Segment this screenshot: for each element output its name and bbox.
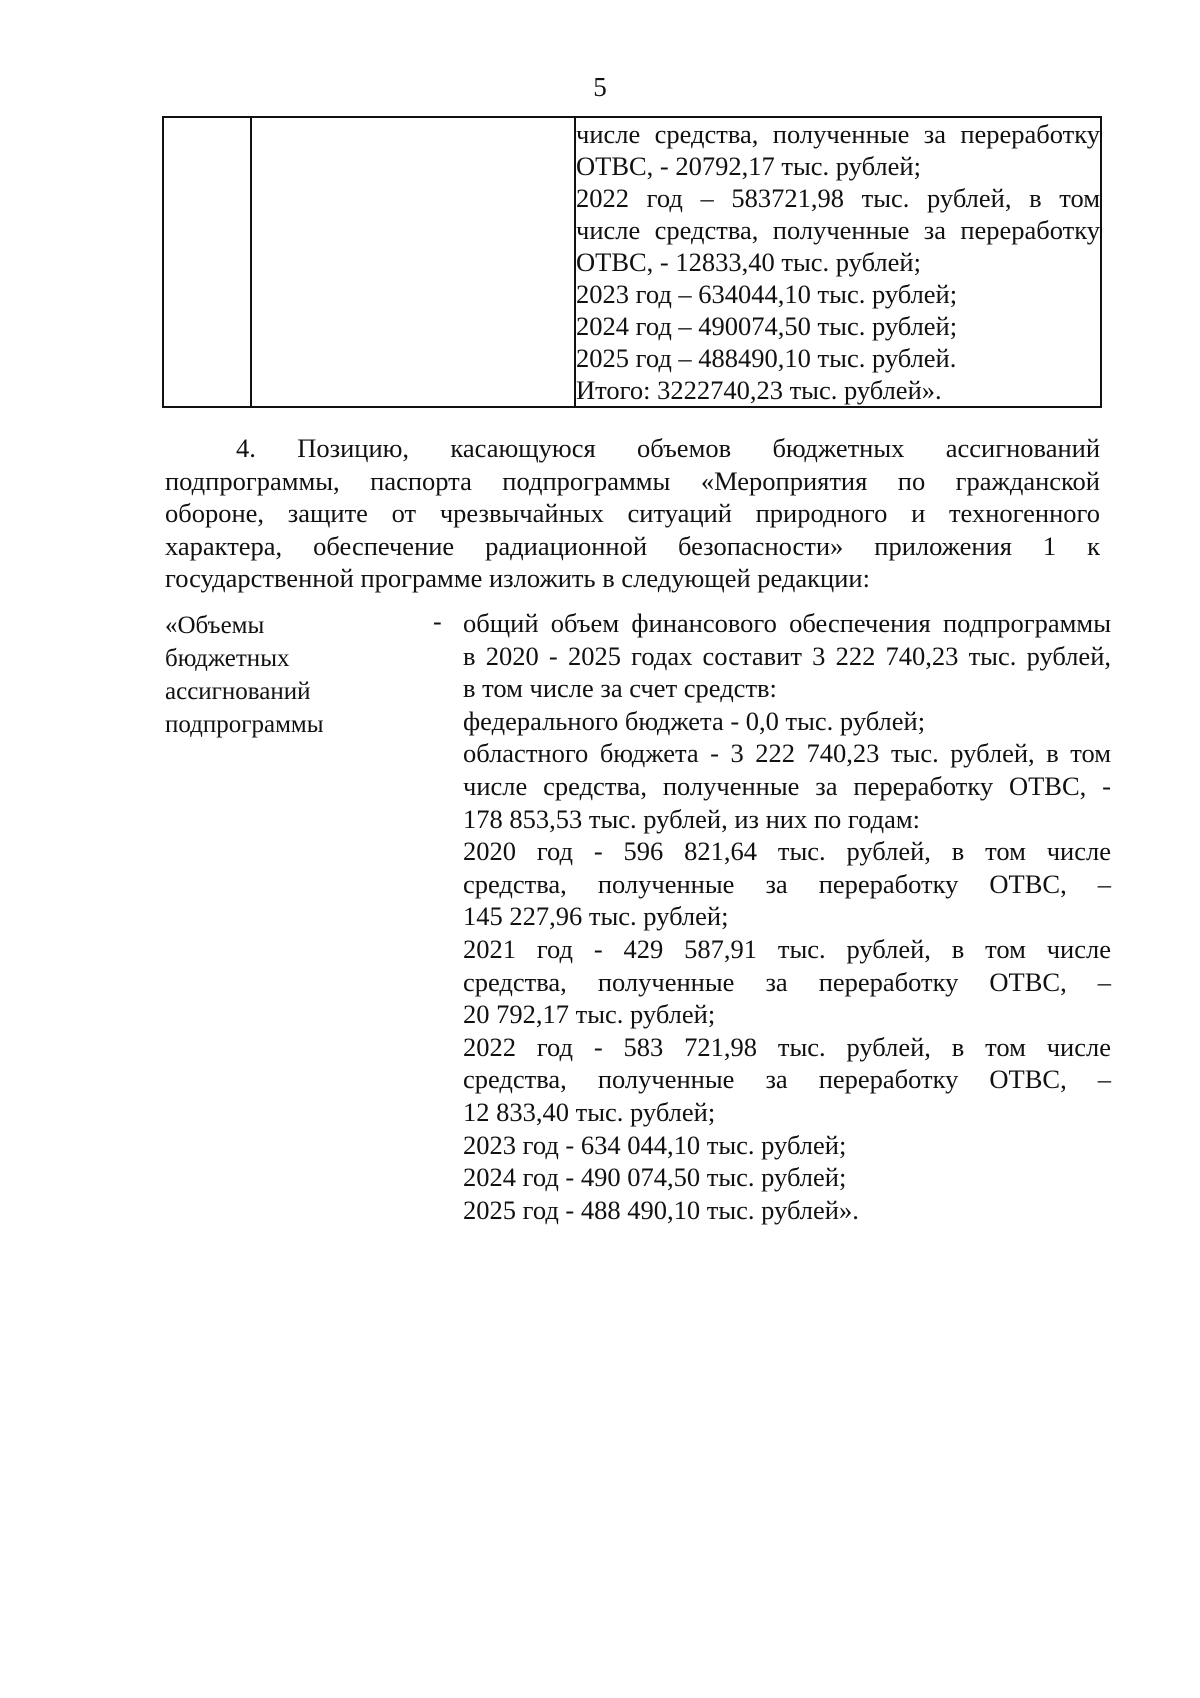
table-line: 2022 год – 583721,98 тыс. рублей, в том [576, 183, 1100, 213]
body-line: 20 792,17 тыс. рублей; [463, 999, 716, 1030]
body-line: средства, полученные за переработку ОТВС, – [463, 868, 1111, 899]
body-line: 178 853,53 тыс. рублей, из них по годам: [463, 803, 920, 834]
paragraph-line: 4. Позицию, касающуюся объемов бюджетных ассигнований [236, 433, 1100, 463]
body-line: средства, полученные за переработку ОТВС, – [463, 1064, 1111, 1095]
body-line: 2020 год - 596 821,64 тыс. рублей, в том числе [463, 836, 1111, 867]
table-line: 2024 год – 490074,50 тыс. рублей; [576, 311, 958, 341]
table-line: ОТВС, - 20792,17 тыс. рублей; [576, 151, 921, 181]
section-label [165, 609, 425, 741]
body-line: федерального бюджета - 0,0 тыс. рублей; [463, 705, 926, 736]
body-line: 2025 год - 488 490,10 тыс. рублей». [463, 1194, 859, 1225]
table-row [163, 117, 1101, 407]
table-cell-empty-1 [163, 117, 251, 407]
label-line: «Объемы [165, 612, 265, 639]
body-line: 2022 год - 583 721,98 тыс. рублей, в том числе [463, 1031, 1111, 1062]
paragraph-line: государственной программе изложить в следующей редакции: [165, 563, 870, 593]
table-line: Итого: 3222740,23 тыс. рублей». [576, 375, 942, 405]
table-line: числе средства, полученные за переработку [576, 119, 1100, 149]
paragraph-line: характера, обеспечение радиационной безопасности» приложения 1 к [165, 530, 1100, 561]
page-number: 5 [593, 72, 607, 102]
body-line: в 2020 - 2025 годах составит 3 222 740,23 тыс. рублей, [463, 640, 1111, 671]
label-line: бюджетных [165, 645, 290, 672]
section-dash: - [433, 607, 442, 636]
table-cell-empty-2 [251, 117, 575, 407]
table-cell-funding [575, 117, 1101, 407]
body-line: 145 227,96 тыс. рублей; [463, 901, 729, 932]
table-line: ОТВС, - 12833,40 тыс. рублей; [576, 247, 921, 277]
body-line: 2024 год - 490 074,50 тыс. рублей; [463, 1162, 847, 1193]
body-line: 2021 год - 429 587,91 тыс. рублей, в том числе [463, 933, 1111, 964]
body-line: в том числе за счет средств: [463, 673, 777, 704]
item-4-paragraph [165, 432, 1100, 595]
table-line: числе средства, полученные за переработку [576, 215, 1100, 245]
body-line: 2023 год - 634 044,10 тыс. рублей; [463, 1129, 847, 1160]
body-line: числе средства, полученные за переработку ОТВС, - [463, 770, 1111, 801]
body-line: средства, полученные за переработку ОТВС, – [463, 966, 1111, 997]
label-line: ассигнований [165, 678, 311, 705]
section-body [463, 607, 1111, 1226]
body-line: областного бюджета - 3 222 740,23 тыс. рублей, в том [463, 738, 1111, 769]
paragraph-line: подпрограммы, паспорта подпрограммы «Мероприятия по гражданской [165, 465, 1100, 496]
continuation-table [162, 116, 1102, 408]
table-line: 2023 год – 634044,10 тыс. рублей; [576, 279, 958, 309]
table-line: 2025 год – 488490,10 тыс. рублей. [576, 343, 957, 373]
body-line: 12 833,40 тыс. рублей; [463, 1096, 716, 1127]
label-line: подпрограммы [165, 711, 324, 738]
paragraph-line: обороне, защите от чрезвычайных ситуаций природного и техногенного [165, 498, 1100, 528]
body-line: общий объем финансового обеспечения подпрограммы [463, 608, 1111, 638]
